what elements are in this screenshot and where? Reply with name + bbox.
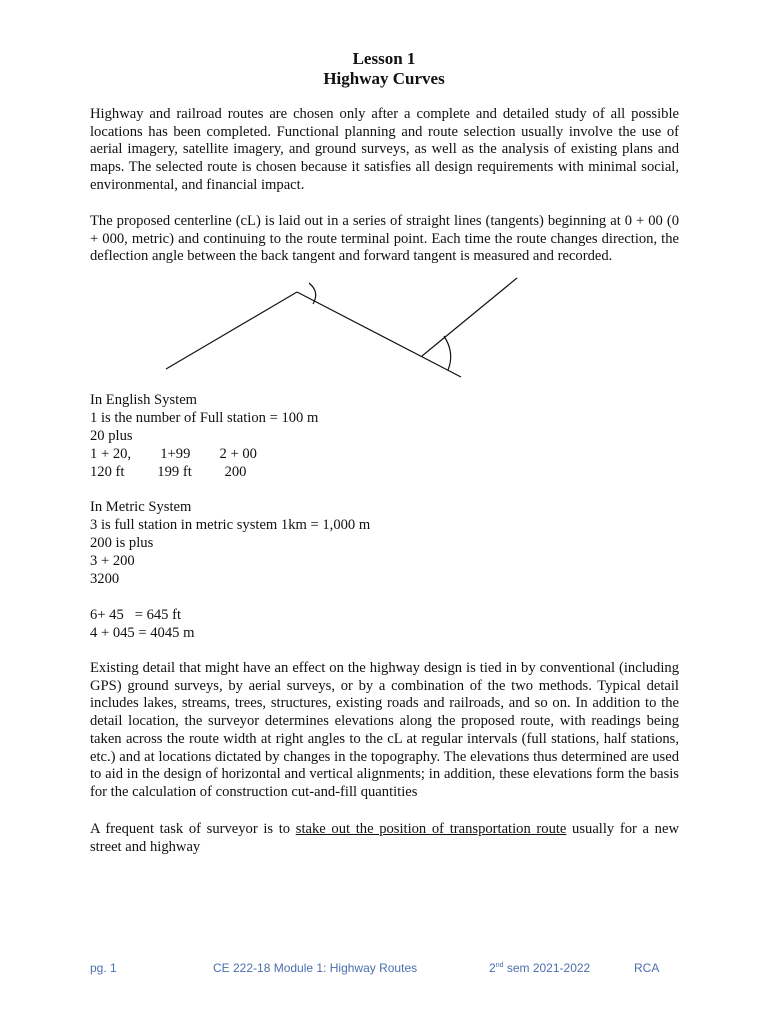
- english-system-line: 1 is the number of Full station = 100 m: [90, 410, 319, 426]
- metric-system-line: 200 is plus: [90, 535, 154, 551]
- english-system-line: 120 ft 199 ft 200: [90, 464, 247, 480]
- back-tangent-line: [166, 292, 297, 369]
- english-system-line: 20 plus: [90, 428, 133, 444]
- deflection-angle-arc-2: [444, 336, 451, 370]
- english-system-line: 1 + 20, 1+99 2 + 00: [90, 446, 257, 462]
- metric-system-line: 3 is full station in metric system 1km = 1,000 m: [90, 517, 371, 533]
- footer-semester-number: 2: [489, 961, 496, 975]
- footer-course: CE 222-18 Module 1: Highway Routes: [213, 961, 418, 975]
- english-system-heading: In English System: [90, 392, 198, 408]
- middle-tangent-line: [297, 292, 461, 377]
- metric-system-heading: In Metric System: [90, 499, 192, 515]
- metric-system-line: 3 + 200: [90, 553, 135, 569]
- forward-tangent-line: [422, 278, 517, 356]
- lesson-subtitle: Highway Curves: [323, 69, 445, 88]
- footer-semester-ordinal: nd: [495, 962, 504, 969]
- example-line: 4 + 045 = 4045 m: [90, 625, 195, 641]
- footer-semester: [489, 961, 590, 975]
- deflection-angle-diagram: [0, 270, 768, 385]
- example-line: 6+ 45 = 645 ft: [90, 607, 182, 623]
- footer-author: RCA: [634, 961, 660, 975]
- task-text-prefix: A frequent task of surveyor is to: [90, 821, 296, 837]
- metric-system-line: 3200: [90, 571, 120, 587]
- task-paragraph: [90, 821, 679, 856]
- task-text-suffix: usually for a new street and highway: [90, 821, 679, 855]
- centerline-paragraph: The proposed centerline (cL) is laid out in a series of straight lines (tangents) beginning at 0 + 00 (0 + 000, metric) and continuing to the route terminal point. Each time the route changes direction, the deflection angle between the back tangent and forward tangent is measured and recorded.: [90, 213, 679, 265]
- intro-paragraph: Highway and railroad routes are chosen only after a complete and detailed study of all possible locations has been completed. Functional planning and route selection usually involve the use of aerial imagery, satellite imagery, and ground surveys, as well as the analysis of existing plans and maps. The selected route is chosen because it satisfies all design requirements with minimal social, environmental, and financial impact.: [90, 106, 679, 193]
- lesson-title: Lesson 1: [352, 49, 416, 68]
- footer-semester-year: sem 2021-2022: [503, 961, 591, 975]
- footer-page-number: pg. 1: [90, 961, 117, 975]
- existing-detail-paragraph: Existing detail that might have an effect on the highway design is tied in by conventional (including GPS) ground surveys, by aerial surveys, or by a combination of the two methods. Typical detail includes lakes, streams, trees, structures, existing roads and railroads, and so on. In addition to the detail location, the surveyor determines elevations along the proposed route, with readings being taken across the route width at right angles to the cL at regular intervals (full stations, half stations, etc.) and at locations dictated by changes in the topography. The elevations thus determined are used to aid in the design of horizontal and vertical alignments; in addition, these elevations form the basis for the calculation of construction cut-and-fill quantities: [90, 660, 679, 800]
- task-underlined-text: stake out the position of transportation route: [295, 821, 567, 837]
- deflection-angle-arc-1: [309, 283, 316, 304]
